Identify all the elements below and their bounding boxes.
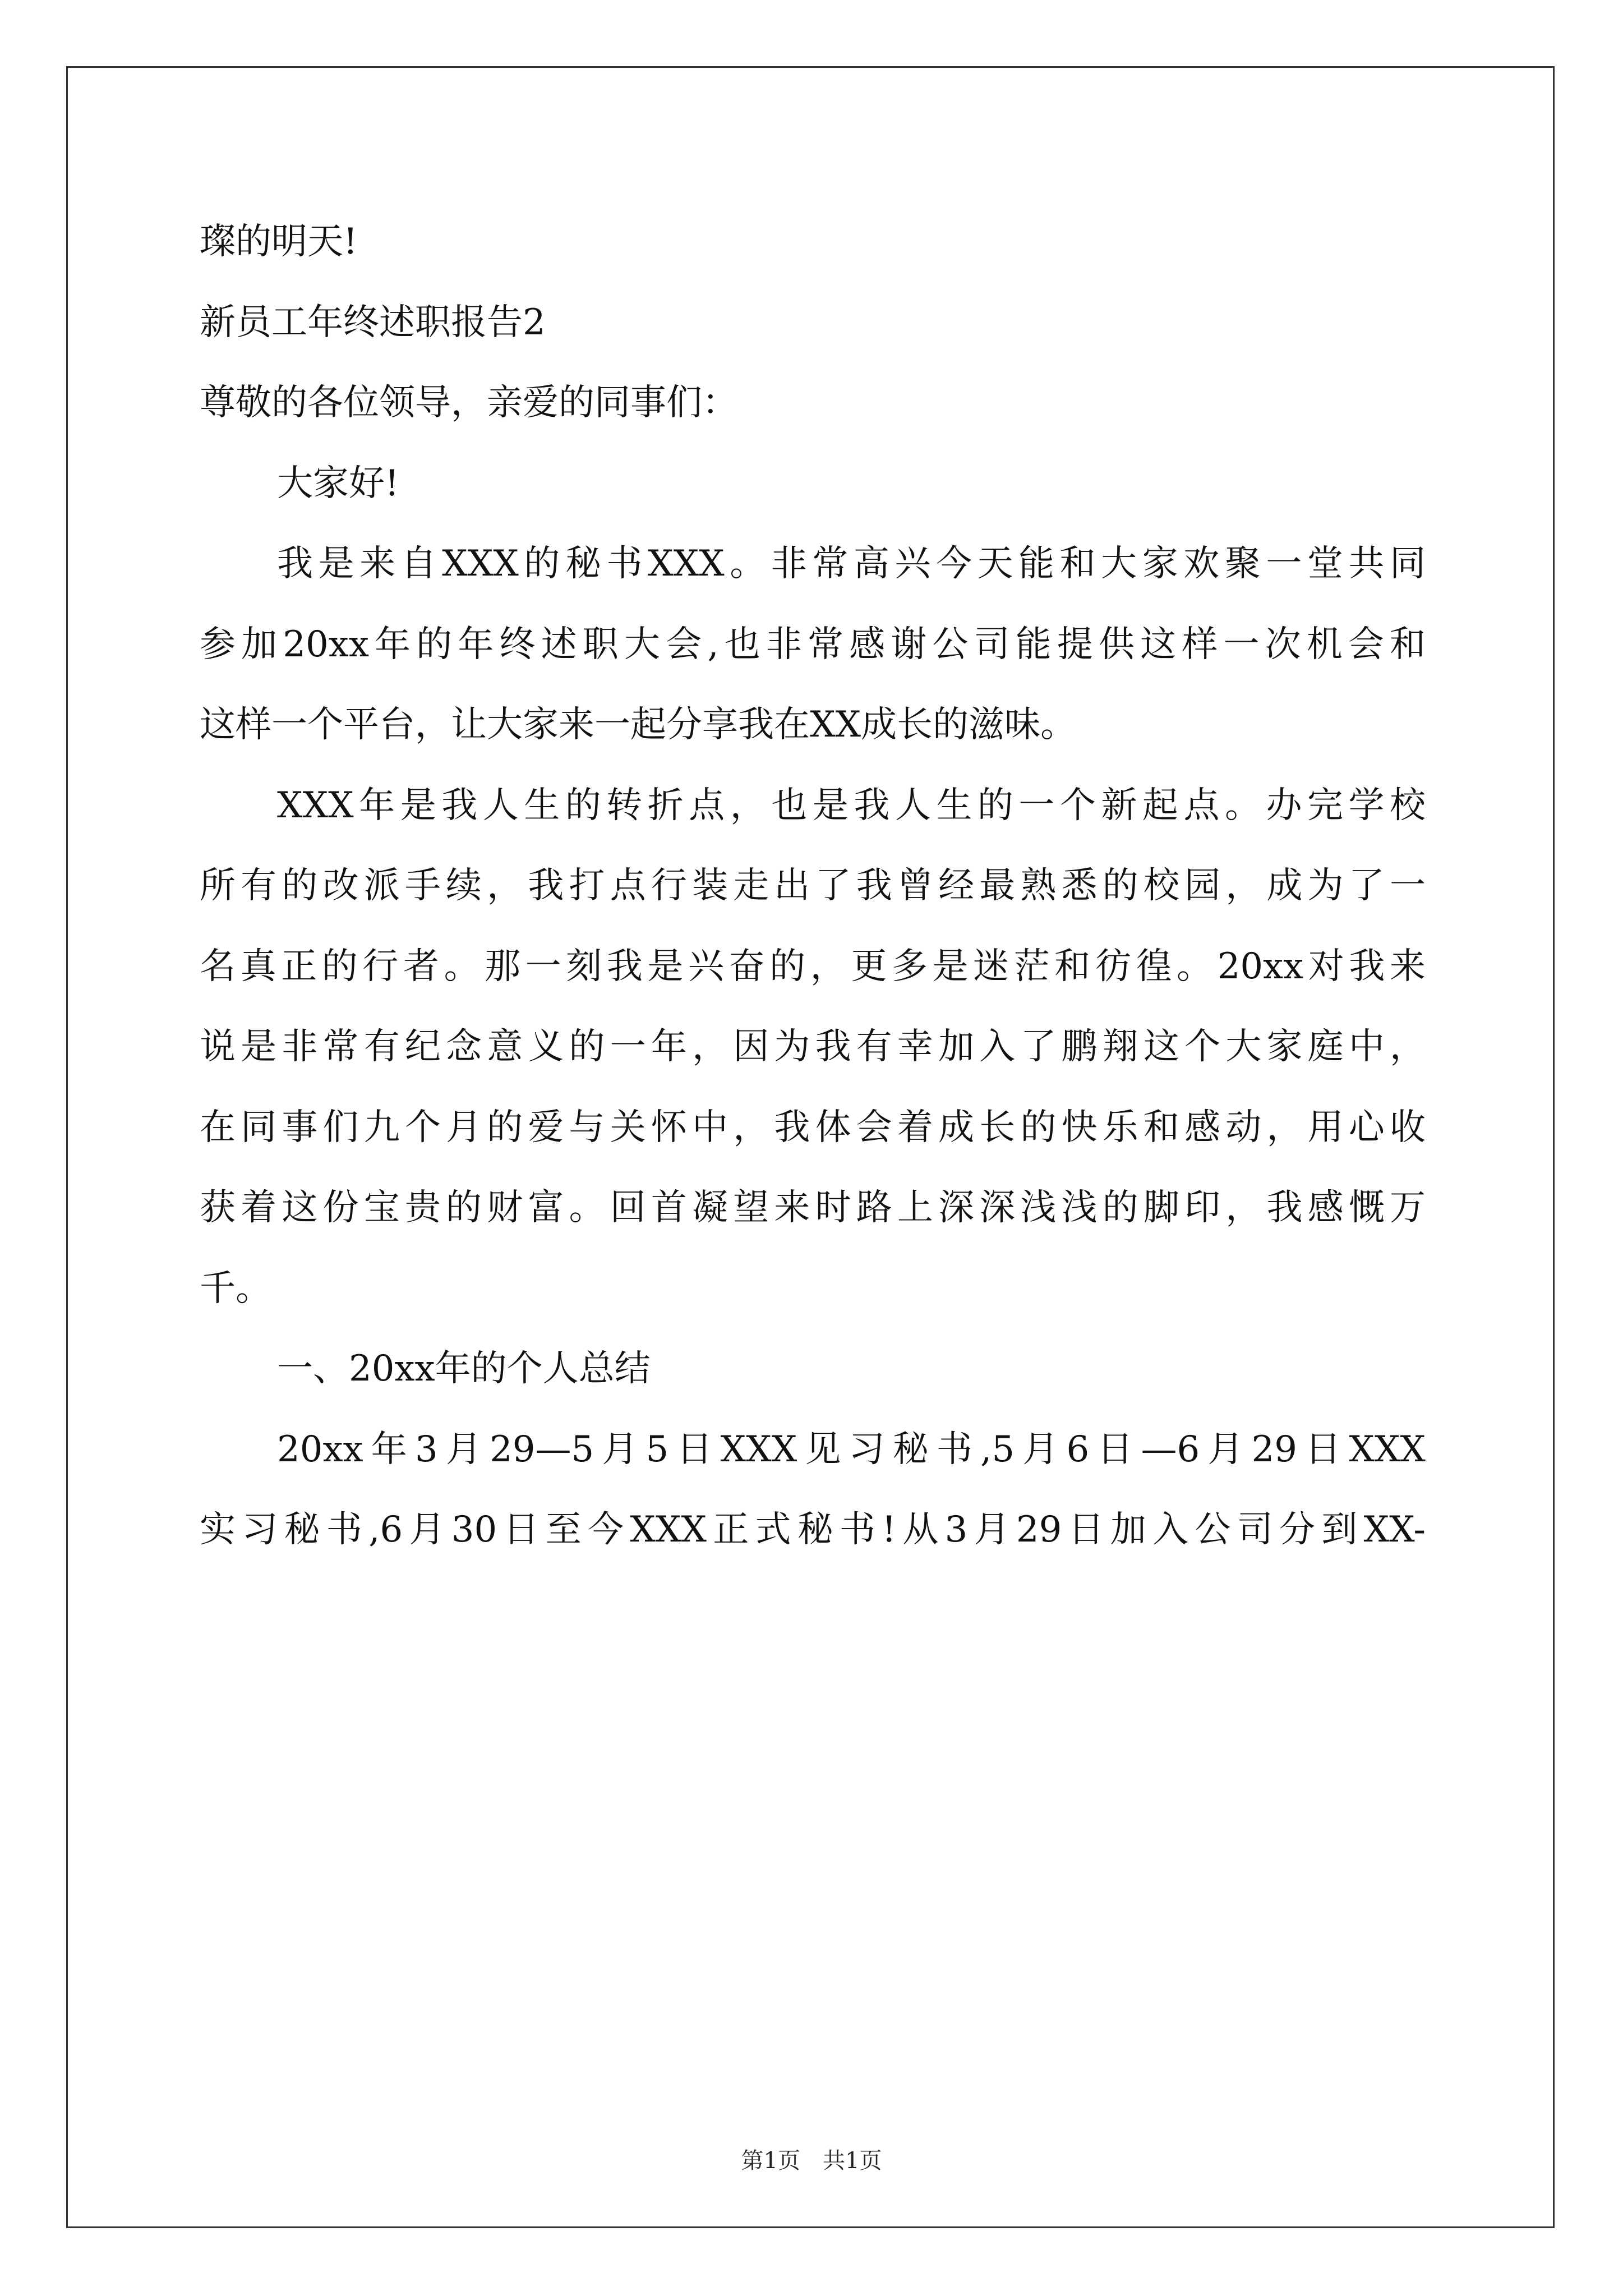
document-body: [200, 202, 1426, 1571]
text-line: 千。: [200, 1267, 271, 1309]
salutation: 尊敬的各位领导，亲爱的同事们：: [200, 382, 738, 424]
text-line: XXX年是我人生的转折点，也是我人生的一个新起点。办完学校: [277, 784, 1426, 826]
page-number-footer: 第1页 共1页: [741, 2148, 882, 2174]
text-line: 实习秘书,6月30日至今XXX正式秘书!从3月29日加入公司分到XX-: [200, 1509, 1426, 1550]
text-line: 名真正的行者。那一刻我是兴奋的，更多是迷茫和彷徨。20xx对我来: [200, 945, 1426, 987]
text-line: 获着这份宝贵的财富。回首凝望来时路上深深浅浅的脚印，我感慨万: [200, 1187, 1426, 1228]
text-line: 我是来自XXX的秘书XXX。非常高兴今天能和大家欢聚一堂共同: [277, 543, 1426, 585]
text-line: 在同事们九个月的爱与关怀中，我体会着成长的快乐和感动，用心收: [200, 1106, 1426, 1148]
text-line: 所有的改派手续，我打点行装走出了我曾经最熟悉的校园，成为了一: [200, 865, 1426, 907]
section-title: 新员工年终述职报告2: [200, 301, 546, 343]
text-line: 这样一个平台，让大家来一起分享我在XX成长的滋味。: [200, 704, 1077, 746]
text-line: 说是非常有纪念意义的一年，因为我有幸加入了鹏翔这个大家庭中，: [200, 1026, 1426, 1068]
text-line: 参加20xx年的年终述职大会,也非常感谢公司能提供这样一次机会和: [200, 623, 1426, 665]
greeting: 大家好!: [277, 462, 399, 504]
subsection-heading: 一、20xx年的个人总结: [277, 1348, 651, 1389]
text-line: 璨的明天!: [200, 221, 358, 263]
text-line: 20xx年3月29—5月5日XXX见习秘书,5月6日—6月29日XXX: [277, 1428, 1426, 1470]
